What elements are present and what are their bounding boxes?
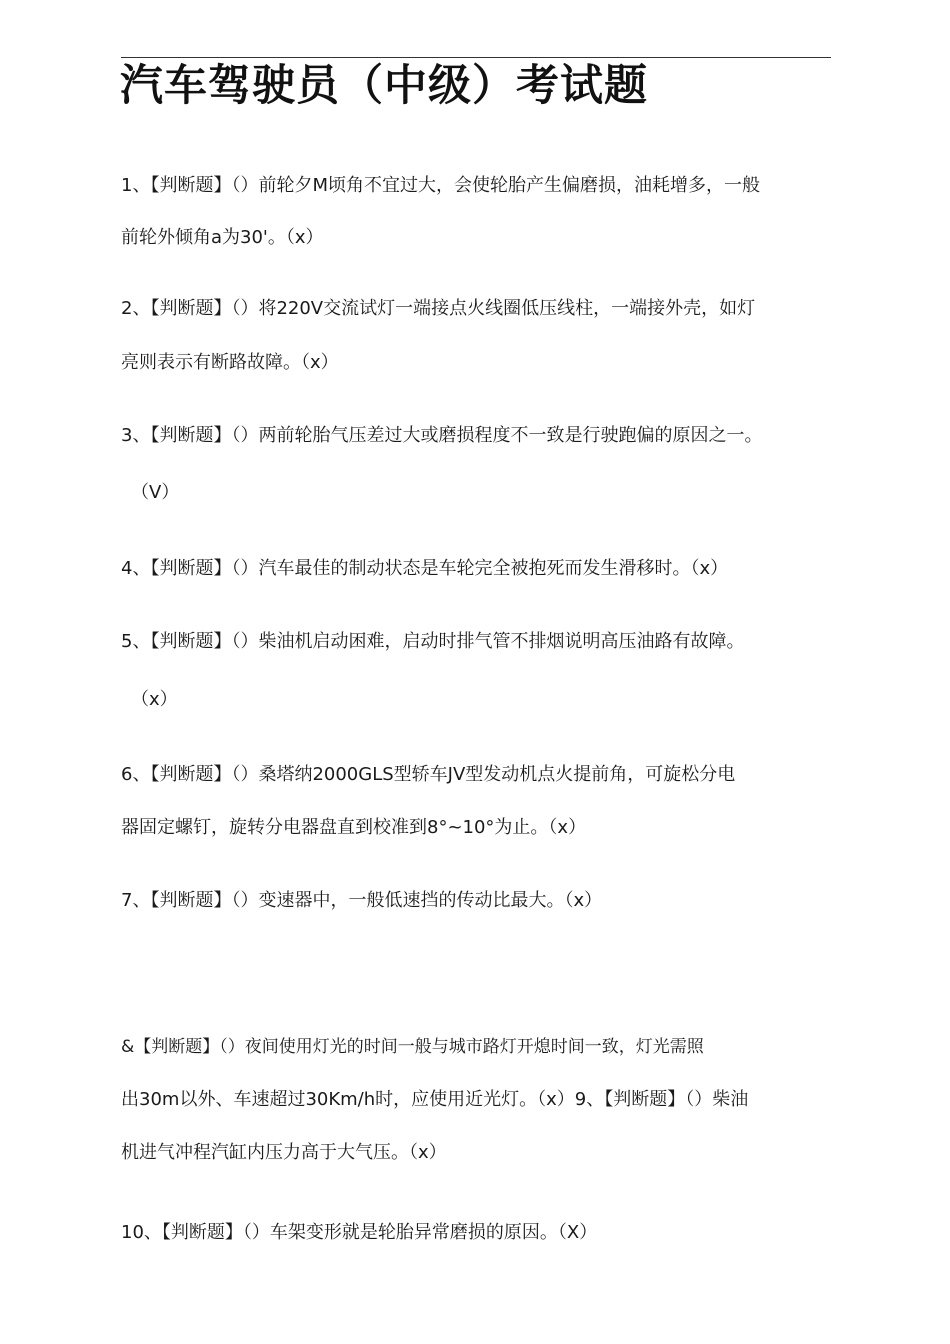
- question-1-line-2: 前轮外倾角a为30'。（x）: [121, 227, 324, 248]
- question-6-line-1: 6、【判断题】（）桑塔纳2000GLS型轿车JV型发动机点火提前角，可旋松分电: [121, 764, 736, 785]
- question-2-line-1: 2、【判断题】（）将220V交流试灯一端接点火线圈低压线柱，一端接外壳，如灯: [121, 298, 756, 319]
- question-7-line-1: 7、【判断题】（）变速器中，一般低速挡的传动比最大。（x）: [121, 890, 603, 911]
- question-8-line-1: &【判断题】（）夜间使用灯光的时间一般与城市路灯开熄时间一致，灯光需照: [121, 1037, 704, 1057]
- question-5-line-1: 5、【判断题】（）柴油机启动困难，启动时排气管不排烟说明高压油路有故障。: [121, 631, 745, 652]
- question-3-line-1: 3、【判断题】（）两前轮胎气压差过大或磨损程度不一致是行驶跑偏的原因之一。: [121, 425, 763, 446]
- question-4-line-1: 4、【判断题】（）汽车最佳的制动状态是车轮完全被抱死而发生滑移时。（x）: [121, 558, 729, 579]
- question-8-9-line: 出30m以外、车速超过30Km/h时，应使用近光灯。（x）9、【判断题】（）柴油: [121, 1089, 749, 1110]
- page-title: 汽车驾驶员（中级）考试题: [120, 61, 648, 111]
- question-2-line-2: 亮则表示有断路故障。（x）: [121, 352, 339, 373]
- question-5-line-2: （x）: [131, 689, 178, 710]
- question-1-line-1: 1、【判断题】（）前轮夕M顷角不宜过大，会使轮胎产生偏磨损，油耗增多，一般: [121, 175, 760, 196]
- question-10-line-1: 10、【判断题】（）车架变形就是轮胎异常磨损的原因。（X）: [121, 1222, 598, 1243]
- question-6-line-2: 器固定螺钉，旋转分电器盘直到校准到8°~10°为止。（x）: [121, 817, 587, 838]
- question-3-line-2: （V）: [131, 482, 180, 503]
- question-9-line-2: 机进气冲程汽缸内压力高于大气压。（x）: [121, 1142, 447, 1163]
